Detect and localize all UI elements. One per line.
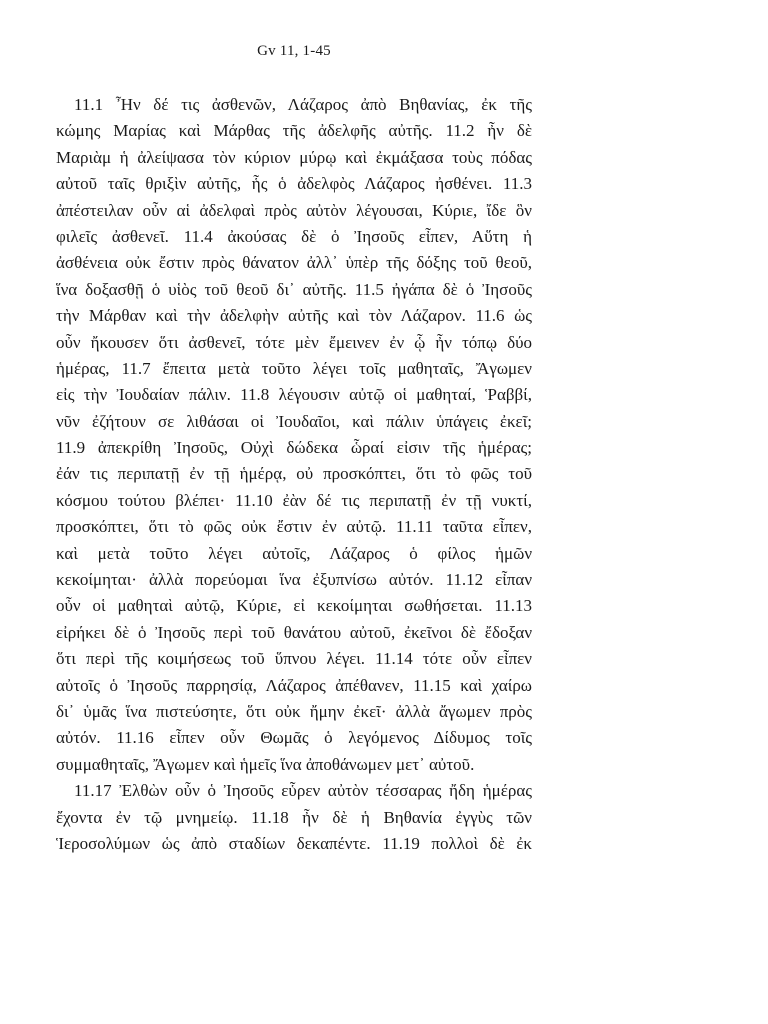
text-line: ἔχοντα ἐν τῷ μνημείῳ. 11.18 ἦν δὲ ἡ Βηθανία ἐγγὺς τῶν — [56, 807, 532, 827]
text-line: αὐτόν. 11.16 εἶπεν οὖν Θωμᾶς ὁ λεγόμενος Δίδυμος τοῖς — [56, 728, 532, 748]
text-line: καὶ μετὰ τοῦτο λέγει αὐτοῖς, Λάζαρος ὁ φίλος ἡμῶν — [56, 543, 532, 563]
text-line: εἰρήκει δὲ ὁ Ἰησοῦς περὶ τοῦ θανάτου αὐτοῦ, ἐκεῖνοι δὲ ἔδοξαν — [56, 622, 532, 642]
text-line: οὖν ἤκουσεν ὅτι ἀσθενεῖ, τότε μὲν ἔμεινεν ἐν ᾧ ἦν τόπῳ δύο — [56, 332, 532, 352]
text-line: αὐτοῖς ὁ Ἰησοῦς παρρησίᾳ, Λάζαρος ἀπέθανεν, 11.15 καὶ χαίρω — [56, 675, 532, 695]
text-line: προσκόπτει, ὅτι τὸ φῶς οὐκ ἔστιν ἐν αὐτῷ. 11.11 ταῦτα εἶπεν, — [56, 517, 532, 537]
text-line: οὖν οἱ μαθηταὶ αὐτῷ, Κύριε, εἰ κεκοίμηται σωθήσεται. 11.13 — [56, 596, 532, 616]
text-line: αὐτοῦ ταῖς θριξὶν αὐτῆς, ἧς ὁ ἀδελφὸς Λάζαρος ἠσθένει. 11.3 — [56, 174, 532, 194]
text-line: ἡμέρας, 11.7 ἔπειτα μετὰ τοῦτο λέγει τοῖς μαθηταῖς, Ἄγωμεν — [56, 358, 532, 378]
text-line: Μαριὰμ ἡ ἀλείψασα τὸν κύριον μύρῳ καὶ ἐκμάξασα τοὺς πόδας — [56, 147, 532, 167]
text-line: ἀσθένεια οὐκ ἔστιν πρὸς θάνατον ἀλλ᾽ ὑπὲρ τῆς δόξης τοῦ θεοῦ, — [56, 253, 532, 273]
text-line: Ἱεροσολύμων ὡς ἀπὸ σταδίων δεκαπέντε. 11.19 πολλοὶ δὲ ἐκ — [56, 833, 532, 853]
text-line: κώμης Μαρίας καὶ Μάρθας τῆς ἀδελφῆς αὐτῆς. 11.2 ἦν δὲ — [56, 121, 532, 141]
running-header: Gv 11, 1-45 — [257, 43, 331, 59]
body-text — [56, 92, 532, 857]
text-line: κεκοίμηται· ἀλλὰ πορεύομαι ἵνα ἐξυπνίσω αὐτόν. 11.12 εἶπαν — [56, 570, 532, 590]
text-line: εἰς τὴν Ἰουδαίαν πάλιν. 11.8 λέγουσιν αὐτῷ οἱ μαθηταί, Ῥαββί, — [56, 385, 532, 405]
text-line: τὴν Μάρθαν καὶ τὴν ἀδελφὴν αὐτῆς καὶ τὸν Λάζαρον. 11.6 ὡς — [56, 306, 532, 326]
text-line: νῦν ἐζήτουν σε λιθάσαι οἱ Ἰουδαῖοι, καὶ πάλιν ὑπάγεις ἐκεῖ; — [56, 411, 532, 431]
text-line: κόσμου τούτου βλέπει· 11.10 ἐὰν δέ τις περιπατῇ ἐν τῇ νυκτί, — [56, 490, 532, 510]
text-line: ἵνα δοξασθῇ ὁ υἱὸς τοῦ θεοῦ δι᾽ αὐτῆς. 11.5 ἠγάπα δὲ ὁ Ἰησοῦς — [56, 279, 532, 299]
text-line: συμμαθηταῖς, Ἄγωμεν καὶ ἡμεῖς ἵνα ἀποθάνωμεν μετ᾽ αὐτοῦ. — [56, 754, 475, 774]
paragraph-2 — [56, 778, 532, 857]
text-line: δι᾽ ὑμᾶς ἵνα πιστεύσητε, ὅτι οὐκ ἤμην ἐκεῖ· ἀλλὰ ἄγωμεν πρὸς — [56, 701, 532, 721]
text-line: 11.1 Ἦν δέ τις ἀσθενῶν, Λάζαρος ἀπὸ Βηθανίας, ἐκ τῆς — [74, 95, 532, 114]
text-line: ἐάν τις περιπατῇ ἐν τῇ ἡμέρᾳ, οὐ προσκόπτει, ὅτι τὸ φῶς τοῦ — [56, 464, 532, 484]
text-line: 11.17 Ἐλθὼν οὖν ὁ Ἰησοῦς εὗρεν αὐτὸν τέσσαρας ἤδη ἡμέρας — [74, 781, 532, 801]
paragraph-1 — [56, 92, 532, 778]
text-line: 11.9 ἀπεκρίθη Ἰησοῦς, Οὐχὶ δώδεκα ὧραί εἰσιν τῆς ἡμέρας; — [56, 438, 532, 458]
text-line: ἀπέστειλαν οὖν αἱ ἀδελφαὶ πρὸς αὐτὸν λέγουσαι, Κύριε, ἴδε ὃν — [56, 200, 532, 220]
text-line: ὅτι περὶ τῆς κοιμήσεως τοῦ ὕπνου λέγει. 11.14 τότε οὖν εἶπεν — [56, 649, 532, 669]
text-line: φιλεῖς ἀσθενεῖ. 11.4 ἀκούσας δὲ ὁ Ἰησοῦς εἶπεν, Αὕτη ἡ — [56, 226, 532, 246]
